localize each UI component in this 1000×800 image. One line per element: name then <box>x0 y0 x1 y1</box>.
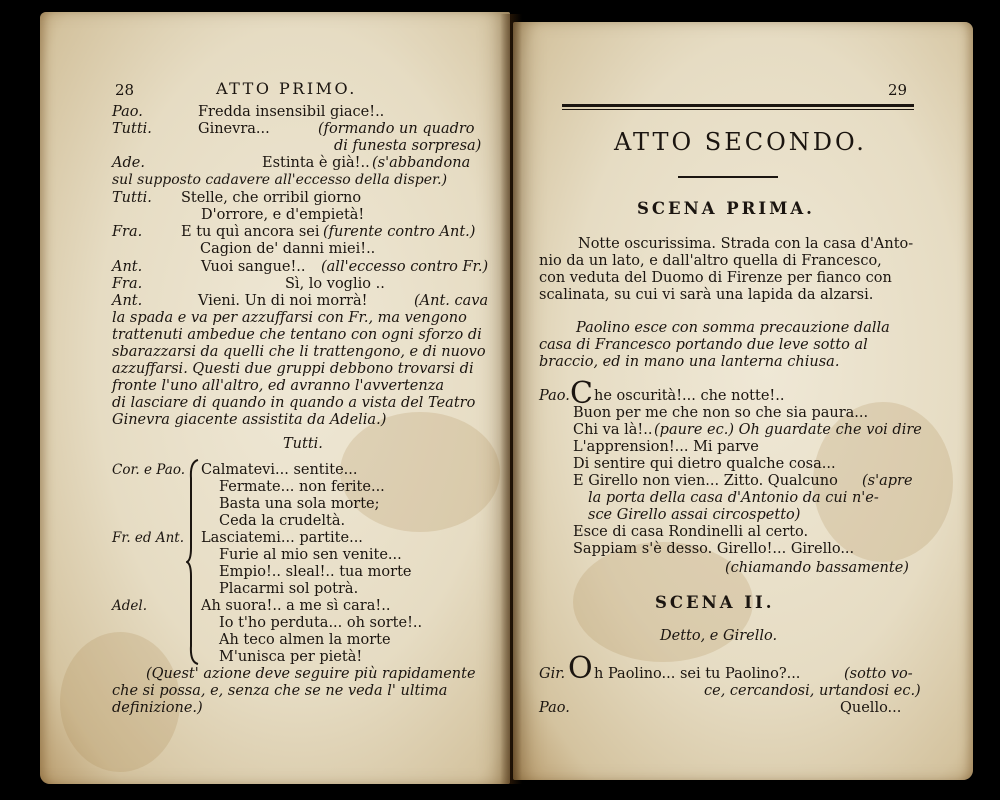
tutti-heading: Tutti. <box>283 436 323 452</box>
setting-line: con veduta del Duomo di Firenze per fianco con <box>539 270 892 286</box>
closing-direction: definizione.) <box>112 700 203 716</box>
running-head: ATTO PRIMO. <box>216 79 357 98</box>
stage-direction: ce, cercandosi, urtandosi ec.) <box>704 683 921 699</box>
entrance-line: braccio, ed in mano una lanterna chiusa. <box>539 354 840 370</box>
header-rule-thin <box>562 109 914 110</box>
stage-direction-line: la spada e va per azzuffarsi con Fr., ma vengono <box>112 310 467 326</box>
verse-line: Vuoi sangue!.. <box>201 259 306 275</box>
stage-direction: (all'eccesso contro Fr.) <box>321 259 489 275</box>
verse-line: D'orrore, e d'empietà! <box>201 207 365 223</box>
setting-line: nio da un lato, e dall'altro quella di Francesco, <box>539 253 882 269</box>
drop-cap: C <box>570 376 593 411</box>
ensemble-speaker: Adel. <box>112 598 147 614</box>
stage-direction: (chiamando bassamente) <box>725 560 909 576</box>
ensemble-line: Ceda la crudeltà. <box>219 513 346 529</box>
ensemble-line: Ah teco almen la morte <box>219 632 391 648</box>
verse-line: Vieni. Un di noi morrà! <box>198 293 368 309</box>
verse-line: Cagion de' danni miei!.. <box>200 241 376 257</box>
ensemble-line: Lasciatemi... partite... <box>201 530 363 546</box>
stage-direction: (s'abbandona <box>372 155 471 171</box>
speaker: Fra. <box>112 276 143 292</box>
speaker: Tutti. <box>112 121 152 137</box>
stage-direction-line: sbarazzarsi da quelli che li trattengono, e di nuovo <box>112 344 486 360</box>
speaker: Pao. <box>539 700 570 716</box>
ensemble-line: M'unisca per pietà! <box>219 649 363 665</box>
header-rule <box>562 104 914 107</box>
entrance-line: casa di Francesco portando due leve sotto al <box>539 337 868 353</box>
stage-direction: (paure ec.) Oh guardate che voi dire <box>654 422 922 438</box>
scene-title: SCENA PRIMA. <box>637 199 815 218</box>
stage-direction-line: Ginevra giacente assistita da Adelia.) <box>112 412 387 428</box>
ensemble-speaker: Fr. ed Ant. <box>112 530 185 546</box>
stage-direction: la porta della casa d'Antonio da cui n'e- <box>588 490 879 506</box>
stage-direction-line: fronte l'uno all'altro, ed avranno l'avvertenza <box>112 378 445 394</box>
verse-line: L'apprension!... Mi parve <box>573 439 759 455</box>
speaker: Tutti. <box>112 190 152 206</box>
stage-direction-line: di lasciare di quando in quando a vista del Teatro <box>112 395 476 411</box>
stage-direction-line: azzuffarsi. Questi due gruppi debbono trovarsi di <box>112 361 474 377</box>
ensemble-line: Calmatevi... sentite... <box>201 462 358 478</box>
scene-title: SCENA II. <box>655 593 775 612</box>
verse-line: Quello... <box>840 700 902 716</box>
scene-cast: Detto, e Girello. <box>660 628 778 644</box>
ensemble-line: Placarmi sol potrà. <box>219 581 359 597</box>
verse-line: h Paolino... sei tu Paolino?... <box>594 666 801 682</box>
speaker: Gir. <box>539 666 566 682</box>
ensemble-brace <box>186 458 200 666</box>
ensemble-line: Io t'ho perduta... oh sorte!.. <box>219 615 423 631</box>
setting-line: Notte oscurissima. Strada con la casa d'Anto- <box>578 236 914 252</box>
speaker: Ade. <box>112 155 145 171</box>
verse-line: Chi va là!.. <box>573 422 653 438</box>
verse-line: Ginevra... <box>198 121 270 137</box>
act-rule <box>678 176 778 178</box>
page-number-right: 29 <box>888 81 908 99</box>
drop-cap: O <box>568 651 593 686</box>
stage-direction: sul supposto cadavere all'eccesso della disper.) <box>112 172 448 188</box>
speaker: Ant. <box>112 259 143 275</box>
closing-direction: (Quest' azione deve seguire più rapidamente <box>146 666 476 682</box>
ensemble-line: Basta una sola morte; <box>219 496 380 512</box>
ensemble-speaker: Cor. e Pao. <box>112 462 185 478</box>
entrance-line: Paolino esce con somma precauzione dalla <box>576 320 890 336</box>
stage-direction: di funesta sorpresa) <box>334 138 482 154</box>
verse-line: Esce di casa Rondinelli al certo. <box>573 524 809 540</box>
verse-line: E Girello non vien... Zitto. Qualcuno <box>573 473 838 489</box>
speaker: Pao. <box>112 104 143 120</box>
verse-line: Buon per me che non so che sia paura... <box>573 405 869 421</box>
verse-line: he oscurità!... che notte!.. <box>594 388 785 404</box>
page-number-left: 28 <box>115 81 135 99</box>
verse-line: Estinta è già!.. <box>262 155 370 171</box>
ensemble-line: Empio!.. sleal!.. tua morte <box>219 564 412 580</box>
verse-line: Sì, lo voglio .. <box>285 276 385 292</box>
closing-direction: che si possa, e, senza che se ne veda l' ultima <box>112 683 448 699</box>
speaker: Ant. <box>112 293 143 309</box>
speaker: Pao. <box>539 388 570 404</box>
stage-direction: (Ant. cava <box>414 293 489 309</box>
verse-line: Fredda insensibil giace!.. <box>198 104 385 120</box>
verse-line: Stelle, che orribil giorno <box>181 190 362 206</box>
stage-direction: (formando un quadro <box>318 121 475 137</box>
verse-line: Sappiam s'è desso. Girello!... Girello... <box>573 541 855 557</box>
speaker: Fra. <box>112 224 143 240</box>
stage-direction: sce Girello assai circospetto) <box>588 507 801 523</box>
stage-direction: (sotto vo- <box>844 666 913 682</box>
book-gutter <box>500 14 522 784</box>
stage-direction: (furente contro Ant.) <box>323 224 476 240</box>
verse-line: Di sentire qui dietro qualche cosa... <box>573 456 836 472</box>
stage-direction: (s'apre <box>862 473 913 489</box>
ensemble-line: Ah suora!.. a me sì cara!.. <box>201 598 391 614</box>
ensemble-line: Furie al mio sen venite... <box>219 547 402 563</box>
ensemble-line: Fermate... non ferite... <box>219 479 385 495</box>
stage-direction-line: trattenuti ambedue che tentano con ogni sforzo di <box>112 327 482 343</box>
verse-line: E tu quì ancora sei <box>181 224 320 240</box>
setting-line: scalinata, su cui vi sarà una lapida da alzarsi. <box>539 287 874 303</box>
act-title: ATTO SECONDO. <box>614 128 867 156</box>
